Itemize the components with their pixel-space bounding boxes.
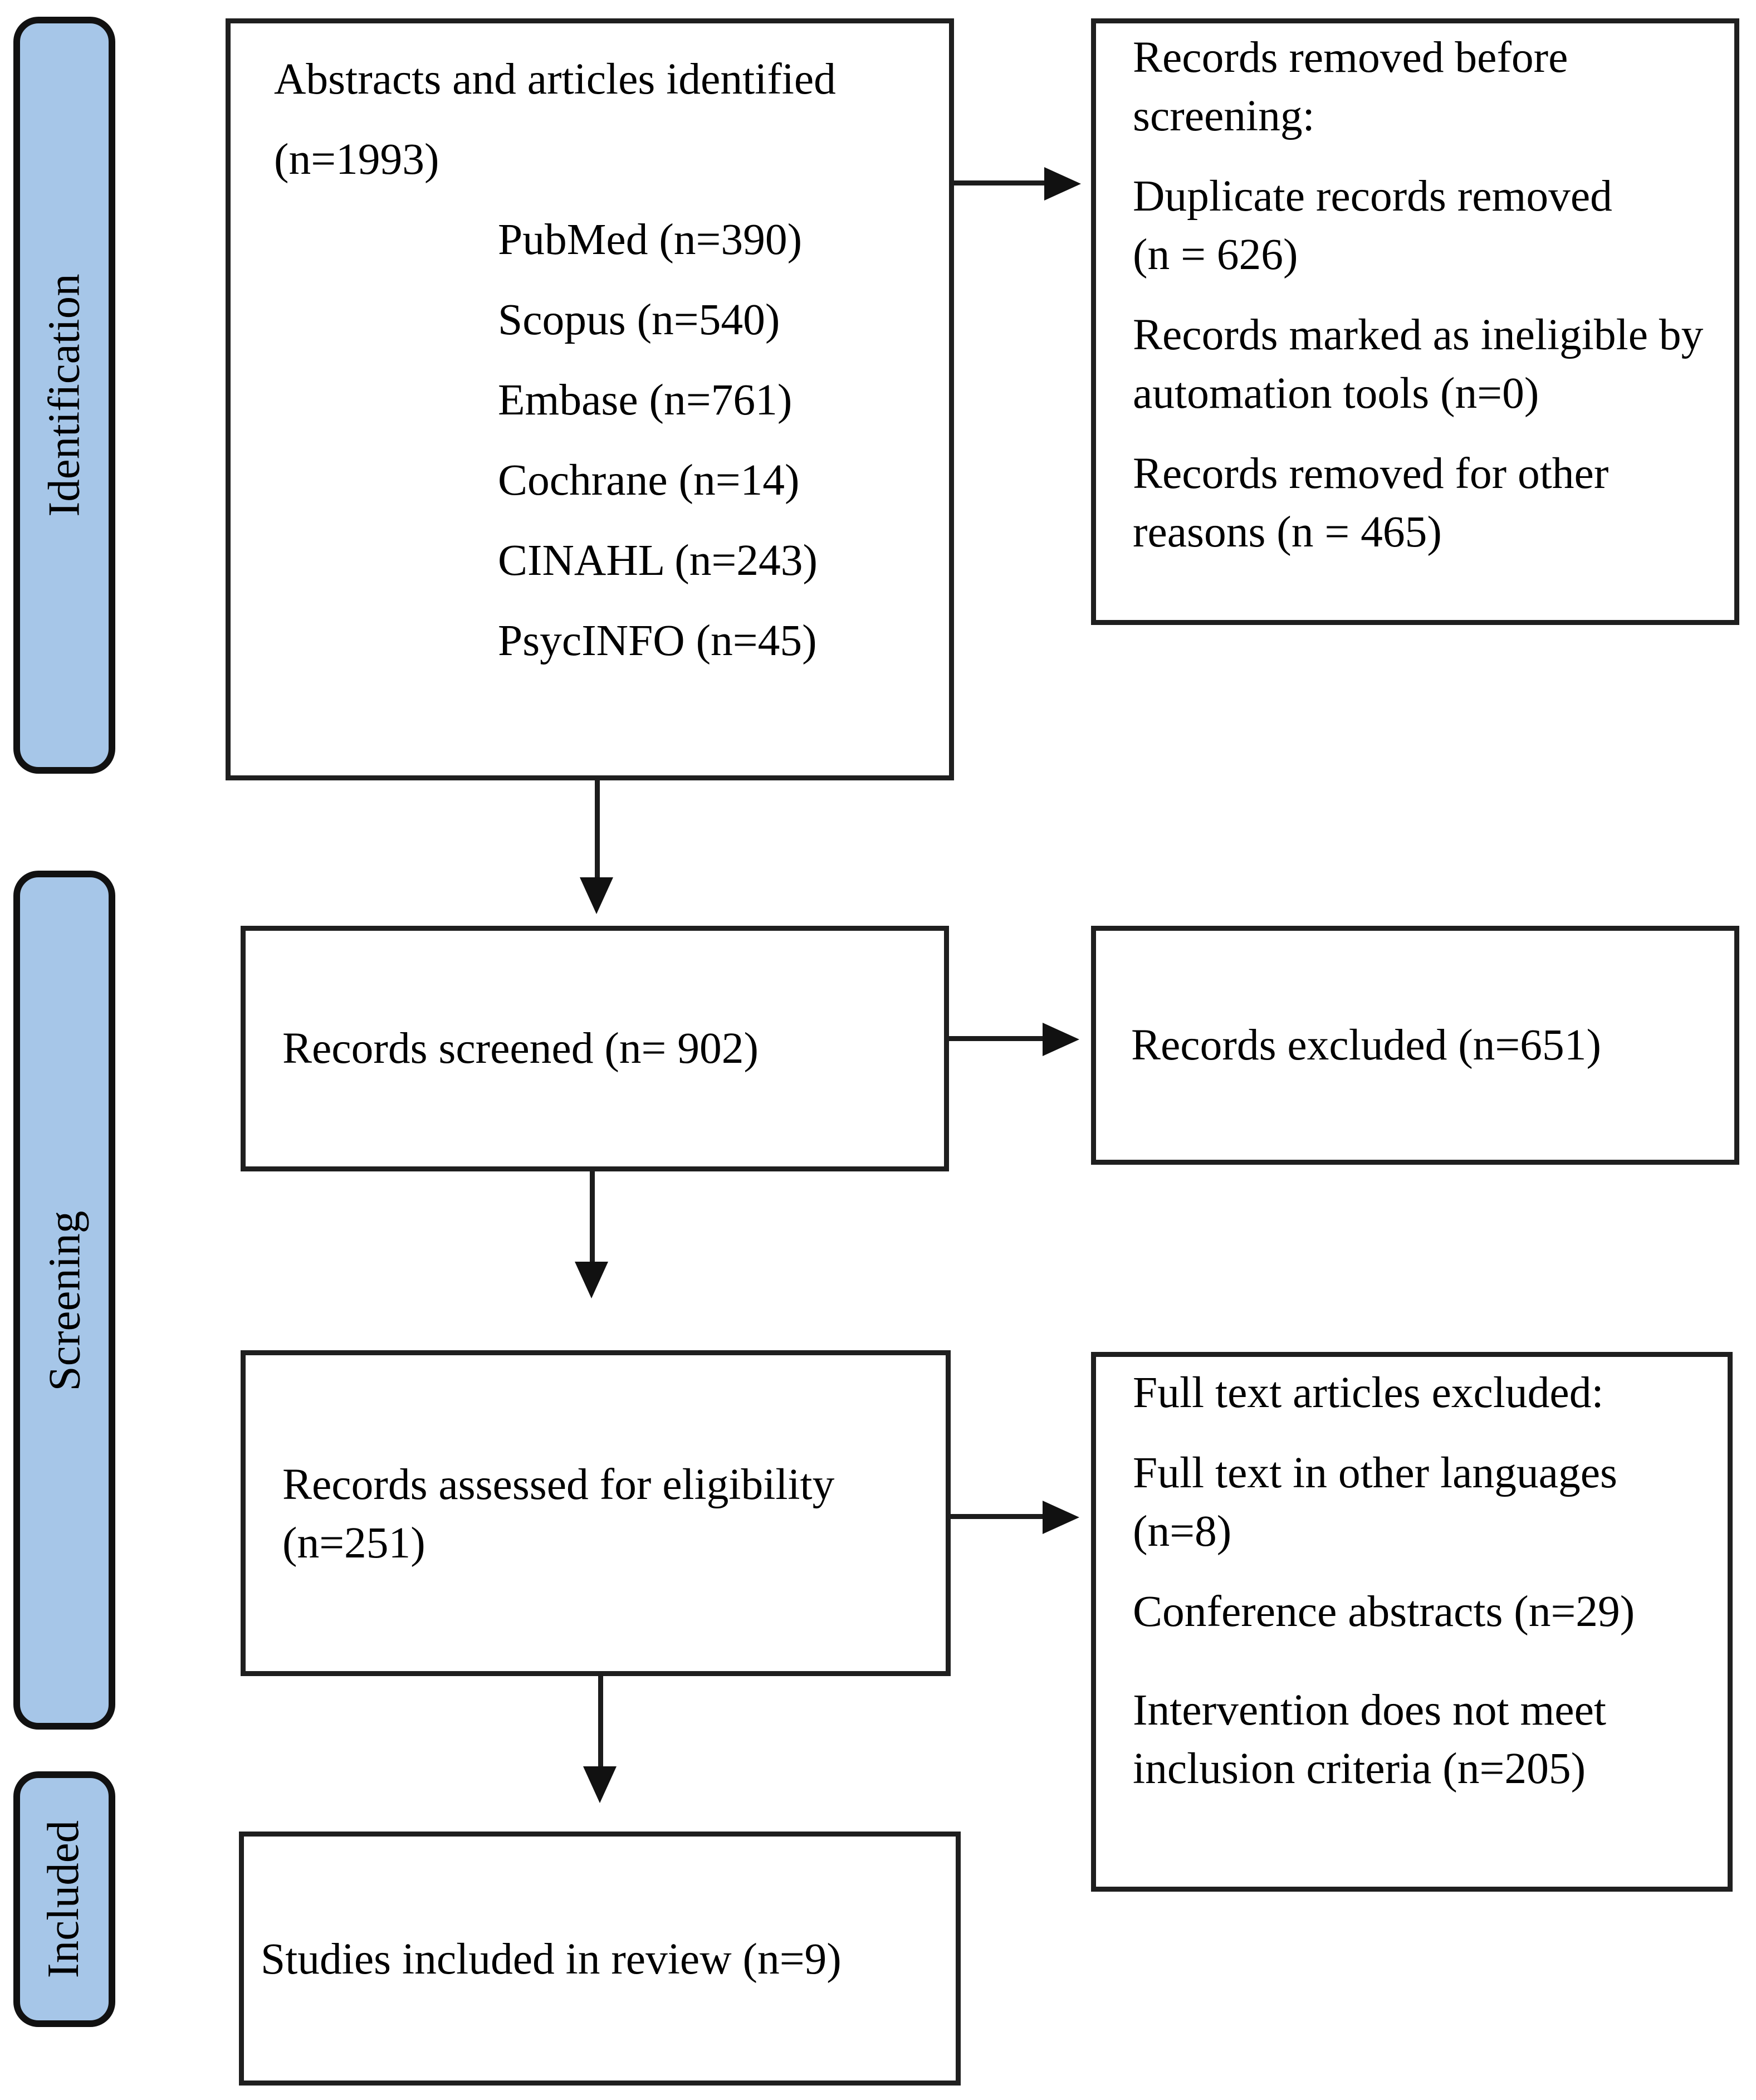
fulltext-other-languages: Full text in other languages (n=8)	[1133, 1447, 1617, 1556]
removed-duplicates: Duplicate records removed (n = 626)	[1133, 170, 1612, 279]
stage-bar-identification	[13, 17, 115, 774]
source-pubmed: PubMed (n=390)	[498, 214, 803, 264]
box-records-assessed	[241, 1350, 951, 1676]
arrow-assessed-to-fulltext-excluded	[951, 1514, 1043, 1519]
fulltext-heading: Full text articles excluded:	[1133, 1367, 1604, 1417]
arrowhead-down-icon	[580, 877, 613, 914]
arrowhead-down-icon	[575, 1262, 608, 1298]
assessed-text-line1: Records assessed for eligibility	[282, 1458, 835, 1508]
screened-text: Records screened (n= 902)	[282, 1023, 759, 1073]
source-scopus: Scopus (n=540)	[498, 294, 780, 344]
arrow-identified-to-removed	[954, 180, 1044, 185]
box-records-removed-before-screening	[1091, 18, 1739, 625]
removed-heading: Records removed before screening:	[1133, 32, 1568, 140]
stage-bar-included	[13, 1771, 115, 2027]
arrowhead-right-icon	[1043, 1023, 1079, 1056]
stage-label-identification: Identification	[38, 274, 89, 517]
arrow-assessed-to-included	[598, 1674, 603, 1766]
box-fulltext-excluded	[1091, 1352, 1733, 1892]
stage-bar-screening	[13, 871, 115, 1730]
stage-label-screening: Screening	[38, 1210, 89, 1390]
removed-other-reasons: Records removed for other reasons (n = 465)	[1133, 448, 1609, 556]
identified-title-line2: (n=1993)	[274, 134, 439, 184]
excluded-text: Records excluded (n=651)	[1131, 1019, 1602, 1069]
fulltext-conference-abstracts: Conference abstracts (n=29)	[1133, 1586, 1635, 1636]
arrowhead-down-icon	[583, 1766, 617, 1803]
included-text: Studies included in review (n=9)	[261, 1932, 842, 1983]
arrow-identified-to-screened	[595, 780, 600, 877]
box-records-identified	[226, 18, 954, 780]
source-embase: Embase (n=761)	[498, 374, 793, 424]
box-records-screened	[241, 926, 949, 1171]
removed-ineligible-automation: Records marked as ineligible by automation tools (n=0)	[1133, 309, 1704, 418]
identified-title-line1: Abstracts and articles identified	[274, 53, 836, 104]
arrow-screened-to-assessed	[590, 1171, 595, 1262]
fulltext-intervention-criteria: Intervention does not meet inclusion criteria (n=205)	[1133, 1684, 1606, 1793]
arrow-screened-to-excluded	[949, 1036, 1043, 1041]
source-cinahl: CINAHL (n=243)	[498, 535, 818, 585]
source-psycinfo: PsycINFO (n=45)	[498, 615, 817, 665]
box-studies-included	[239, 1832, 961, 2086]
assessed-text-line2: (n=251)	[282, 1516, 425, 1567]
stage-label-included: Included	[38, 1820, 89, 1979]
box-records-excluded	[1091, 926, 1739, 1165]
arrowhead-right-icon	[1043, 1501, 1079, 1534]
source-cochrane: Cochrane (n=14)	[498, 455, 800, 505]
arrowhead-right-icon	[1044, 167, 1081, 201]
